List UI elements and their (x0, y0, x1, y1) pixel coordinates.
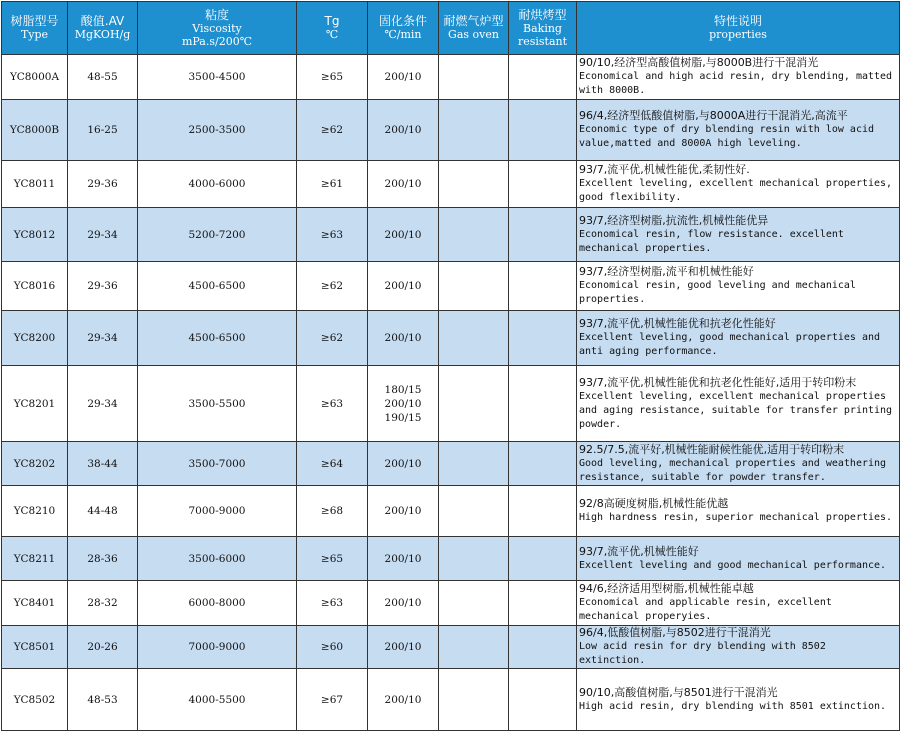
cure-condition: 200/10 (384, 693, 422, 706)
cure-condition: 200/10 (384, 641, 422, 653)
cell-cure (368, 161, 439, 208)
cell-tg: ≥62 (297, 311, 368, 366)
property-en: Excellent leveling, excellent mechanical properties, good flexibility. (579, 178, 893, 203)
property-zh: 93/7,流平优,机械性能好 (579, 544, 699, 558)
property-en: High acid resin, dry blending with 8501 extinction. (579, 700, 887, 712)
cell-properties (577, 669, 900, 731)
header-gas-oven: 耐燃气炉型 Gas oven (439, 2, 509, 55)
cell-cure (368, 100, 439, 161)
cell-type: YC8401 (2, 581, 68, 626)
cell-baking (509, 100, 577, 161)
cell-type: YC8501 (2, 626, 68, 669)
cell-acid-value: 28-36 (68, 537, 138, 581)
cell-gas-oven (439, 537, 509, 581)
cell-tg: ≥61 (297, 161, 368, 208)
property-zh: 90/10,高酸值树脂,与8501进行干混消光 (579, 685, 778, 699)
cell-tg: ≥62 (297, 100, 368, 161)
cell-tg: ≥62 (297, 262, 368, 311)
property-zh: 93/7,流平优,机械性能优和抗老化性能好,适用于转印粉末 (579, 375, 857, 389)
table-row (2, 161, 900, 208)
cell-gas-oven (439, 208, 509, 262)
cure-condition: 200/10 (384, 505, 422, 517)
property-zh: 93/7,流平优,机械性能优,柔韧性好. (579, 163, 750, 176)
cell-baking (509, 262, 577, 311)
cell-viscosity: 7000-9000 (138, 486, 297, 537)
property-en: Low acid resin for dry blending with 8502 extinction. (579, 641, 826, 666)
cell-acid-value: 29-34 (68, 366, 138, 442)
cure-condition: 200/10 (384, 280, 422, 292)
cell-cure (368, 311, 439, 366)
property-en: High hardness resin, superior mechanical properties. (579, 512, 893, 523)
cell-cure (368, 581, 439, 626)
cell-properties (577, 55, 900, 100)
cell-acid-value: 29-34 (68, 311, 138, 366)
cure-condition: 200/10 (384, 124, 422, 136)
cell-baking (509, 537, 577, 581)
cure-condition: 200/10 (384, 597, 422, 609)
cell-tg: ≥68 (297, 486, 368, 537)
cell-acid-value: 28-32 (68, 581, 138, 626)
table-row (2, 537, 900, 581)
cell-cure (368, 626, 439, 669)
table-row (2, 669, 900, 731)
cell-cure (368, 669, 439, 731)
cell-baking (509, 161, 577, 208)
cell-tg: ≥63 (297, 581, 368, 626)
cell-tg: ≥67 (297, 669, 368, 731)
cell-acid-value: 29-34 (68, 208, 138, 262)
cell-tg: ≥64 (297, 442, 368, 486)
property-en: Economical and high acid resin, dry blending, matted with 8000B. (579, 71, 893, 96)
cell-gas-oven (439, 626, 509, 669)
cell-cure (368, 366, 439, 442)
property-zh: 92.5/7.5,流平好,机械性能耐候性能优,适用于转印粉末 (579, 442, 845, 456)
cell-gas-oven (439, 669, 509, 731)
property-zh: 93/7,流平优,机械性能优和抗老化性能好 (579, 317, 776, 330)
cell-viscosity: 2500-3500 (138, 100, 297, 161)
property-en: Economical resin, flow resistance. excellent mechanical properties. (579, 228, 844, 254)
property-en: Good leveling, mechanical properties and weathering resistance, suitable for powder transfer. (579, 457, 887, 483)
cell-viscosity: 3500-6000 (138, 537, 297, 581)
cell-properties (577, 626, 900, 669)
cure-condition: 200/10 (384, 332, 422, 344)
property-en: Excellent leveling, excellent mechanical properties and aging resistance, suitable for transfer printing powder. (579, 390, 893, 430)
header-baking: 耐烘烤型 Baking resistant (509, 2, 577, 55)
table-row (2, 626, 900, 669)
cell-properties (577, 262, 900, 311)
property-zh: 96/4,经济型低酸值树脂,与8000A进行干混消光,高流平 (579, 109, 848, 122)
cure-condition: 200/10 (384, 552, 422, 565)
cell-viscosity: 3500-4500 (138, 55, 297, 100)
cell-viscosity: 7000-9000 (138, 626, 297, 669)
cell-baking (509, 311, 577, 366)
cell-properties (577, 100, 900, 161)
cell-acid-value: 48-53 (68, 669, 138, 731)
cell-type: YC8000B (2, 100, 68, 161)
resin-spec-table (1, 1, 900, 731)
table-row (2, 311, 900, 366)
property-zh: 90/10,经济型高酸值树脂,与8000B进行干混消光 (579, 56, 819, 69)
property-en: Excellent leveling and good mechanical performance. (579, 559, 887, 571)
property-zh: 94/6,经济适用型树脂,机械性能卓越 (579, 582, 754, 595)
cell-baking (509, 486, 577, 537)
cell-acid-value: 38-44 (68, 442, 138, 486)
cell-type: YC8201 (2, 366, 68, 442)
cell-acid-value: 29-36 (68, 161, 138, 208)
cell-gas-oven (439, 366, 509, 442)
cure-condition: 190/15 (384, 411, 422, 424)
cell-type: YC8202 (2, 442, 68, 486)
cell-viscosity: 4500-6500 (138, 311, 297, 366)
cure-condition: 200/10 (384, 457, 422, 470)
cell-gas-oven (439, 442, 509, 486)
table-row (2, 486, 900, 537)
cure-condition: 180/15 (384, 383, 422, 396)
cell-viscosity: 4000-6000 (138, 161, 297, 208)
cell-properties (577, 537, 900, 581)
cell-baking (509, 626, 577, 669)
cell-cure (368, 55, 439, 100)
property-zh: 96/4,低酸值树脂,与8502进行干混消光 (579, 626, 771, 639)
cell-cure (368, 486, 439, 537)
header-tg: Tg ℃ (297, 2, 368, 55)
cell-type: YC8200 (2, 311, 68, 366)
cell-properties (577, 366, 900, 442)
cell-gas-oven (439, 100, 509, 161)
cell-cure (368, 537, 439, 581)
property-zh: 92/8高硬度树脂,机械性能优越 (579, 497, 729, 510)
cell-acid-value: 44-48 (68, 486, 138, 537)
cell-baking (509, 581, 577, 626)
cell-type: YC8012 (2, 208, 68, 262)
cell-cure (368, 208, 439, 262)
property-en: Economical resin, good leveling and mechanical properties. (579, 280, 856, 305)
cure-condition: 200/10 (384, 178, 422, 190)
cell-tg: ≥63 (297, 208, 368, 262)
table-row (2, 100, 900, 161)
cell-cure (368, 262, 439, 311)
cell-tg: ≥60 (297, 626, 368, 669)
cell-type: YC8000A (2, 55, 68, 100)
cell-gas-oven (439, 262, 509, 311)
cure-condition: 200/10 (384, 228, 422, 241)
table-row (2, 55, 900, 100)
cell-properties (577, 581, 900, 626)
table-row (2, 366, 900, 442)
table-row (2, 581, 900, 626)
cell-properties (577, 161, 900, 208)
header-viscosity: 粘度 Viscosity mPa.s/200℃ (138, 2, 297, 55)
cell-type: YC8502 (2, 669, 68, 731)
cell-acid-value: 16-25 (68, 100, 138, 161)
cell-type: YC8011 (2, 161, 68, 208)
table-body (2, 55, 900, 731)
cell-gas-oven (439, 55, 509, 100)
header-properties: 特性说明 properties (577, 2, 900, 55)
cell-tg: ≥63 (297, 366, 368, 442)
cell-viscosity: 6000-8000 (138, 581, 297, 626)
cell-type: YC8210 (2, 486, 68, 537)
cell-baking (509, 669, 577, 731)
cure-condition: 200/10 (384, 71, 422, 83)
cell-acid-value: 29-36 (68, 262, 138, 311)
cell-viscosity: 4000-5500 (138, 669, 297, 731)
header-cure: 固化条件 ℃/min (368, 2, 439, 55)
cure-condition: 200/10 (384, 397, 422, 410)
cell-viscosity: 3500-5500 (138, 366, 297, 442)
property-zh: 93/7,经济型树脂,抗流性,机械性能优异 (579, 213, 769, 227)
cell-baking (509, 366, 577, 442)
cell-gas-oven (439, 161, 509, 208)
cell-gas-oven (439, 581, 509, 626)
cell-properties (577, 311, 900, 366)
cell-baking (509, 55, 577, 100)
cell-viscosity: 5200-7200 (138, 208, 297, 262)
cell-tg: ≥65 (297, 55, 368, 100)
property-en: Economical and applicable resin, excellent mechanical properyies. (579, 597, 832, 622)
cell-viscosity: 3500-7000 (138, 442, 297, 486)
cell-acid-value: 48-55 (68, 55, 138, 100)
property-en: Economic type of dry blending resin with low acid value,matted and 8000A high leveling. (579, 124, 875, 149)
header-type: 树脂型号 Type (2, 2, 68, 55)
cell-cure (368, 442, 439, 486)
cell-type: YC8211 (2, 537, 68, 581)
cell-properties (577, 442, 900, 486)
cell-baking (509, 442, 577, 486)
cell-baking (509, 208, 577, 262)
cell-viscosity: 4500-6500 (138, 262, 297, 311)
table-header (2, 2, 900, 55)
table-row (2, 442, 900, 486)
header-acid-value: 酸值.AV MgKOH/g (68, 2, 138, 55)
cell-properties (577, 208, 900, 262)
property-en: Excellent leveling, good mechanical properties and anti aging performance. (579, 332, 881, 357)
table-row (2, 208, 900, 262)
property-zh: 93/7,经济型树脂,流平和机械性能好 (579, 265, 754, 278)
table-row (2, 262, 900, 311)
cell-acid-value: 20-26 (68, 626, 138, 669)
cell-properties (577, 486, 900, 537)
cell-gas-oven (439, 486, 509, 537)
cell-tg: ≥65 (297, 537, 368, 581)
cell-type: YC8016 (2, 262, 68, 311)
cell-gas-oven (439, 311, 509, 366)
